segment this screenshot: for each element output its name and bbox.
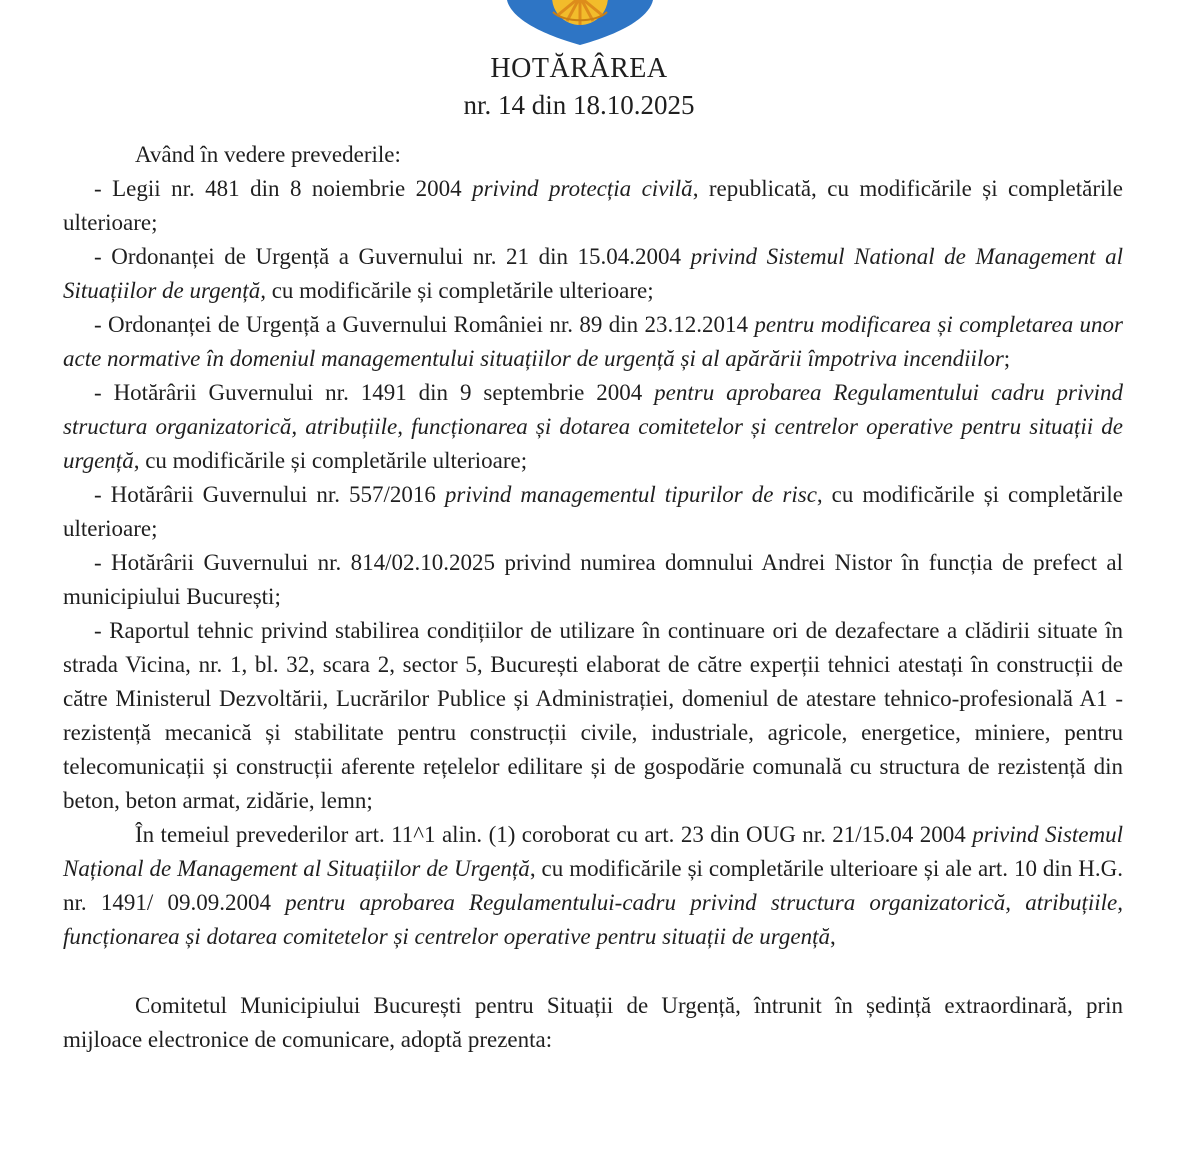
paragraph-text: - Ordonanței de Urgență a Guvernului nr. 21 din 15.04.2004: [94, 244, 691, 269]
paragraph-text-italic: pentru aprobarea Regulamentului cadru privind structura organizatorică, atribuțiile, funcționarea și dotarea comitetelor și centrelor operative pentru situații de urgență: [63, 380, 1124, 473]
paragraph-text: - Hotărârii Guvernului nr. 1491 din 9 septembrie 2004: [94, 380, 655, 405]
paragraph-text: ,: [829, 924, 836, 949]
paragraph-text: În temeiul prevederilor art. 11^1 alin. (1) coroborat cu art. 23 din OUG nr. 21/15.04 2004: [135, 822, 973, 847]
coat-of-arms-icon: [506, 0, 654, 46]
paragraph: [63, 478, 1123, 546]
paragraph-text: , cu modificările și completările ulterioare;: [63, 482, 1124, 541]
paragraph: [63, 546, 1123, 614]
document-header: [0, 50, 1158, 124]
paragraph-text: - Ordonanței de Urgență a Guvernului României nr. 89 din 23.12.2014: [94, 312, 755, 337]
paragraph: [63, 308, 1123, 376]
paragraph: [63, 172, 1123, 240]
paragraph-text: - Hotărârii Guvernului nr. 557/2016: [94, 482, 445, 507]
paragraph: [63, 376, 1123, 478]
document-body: [63, 138, 1123, 1057]
paragraph-text: - Hotărârii Guvernului nr. 814/02.10.2025 privind numirea domnului Andrei Nistor în funcția de prefect al municipiului București;: [63, 550, 1123, 609]
paragraph-text-italic: privind Sistemul National de Management al Situațiilor de urgență,: [63, 244, 1123, 303]
paragraph-text: , republicată, cu modificările și completările ulterioare;: [63, 176, 1123, 235]
paragraph: [63, 614, 1123, 818]
paragraph-text: , cu modificările și completările ulterioare și ale art. 10 din H.G. nr. 1491/ 09.09.2004: [63, 856, 1123, 915]
paragraph-text: cu modificările și completările ulterioare;: [265, 278, 654, 303]
document-number-date: nr. 14 din 18.10.2025: [463, 90, 695, 120]
paragraph: [63, 240, 1123, 308]
paragraph-text: ;: [1003, 346, 1011, 371]
paragraph-text-italic: privind protecția civilă: [472, 176, 693, 201]
document-title: HOTĂRÂREA: [490, 53, 668, 84]
paragraph-text: - Legii nr. 481 din 8 noiembrie 2004: [94, 176, 473, 201]
paragraph-text-italic: privind managementul tipurilor de risc: [444, 482, 817, 507]
paragraph-text: Având în vedere prevederile:: [135, 142, 401, 167]
paragraph-text-italic: privind Sistemul Național de Management al Situațiilor de Urgență: [63, 822, 1123, 881]
coat-of-arms-emblem: [506, 0, 654, 46]
paragraph-text-italic: pentru modificarea și completarea unor acte normative în domeniul managementului situațiilor de urgență și al apărării împotriva incendiilor: [63, 312, 1123, 371]
paragraph-text: , cu modificările și completările ulterioare;: [133, 448, 528, 473]
paragraph: [63, 989, 1123, 1057]
paragraph-text: Comitetul Municipiului București pentru Situații de Urgență, întrunit în ședință extraordinară, prin mijloace electronice de comunicare, adoptă prezenta:: [63, 993, 1123, 1052]
paragraph: [63, 138, 1123, 172]
paragraph: [63, 818, 1123, 954]
paragraph-text: - Raportul tehnic privind stabilirea condițiilor de utilizare în continuare ori de dezafectare a clădirii situate în strada Vicina, nr. 1, bl. 32, scara 2, sector 5, București elaborat de către experții tehnici atestați în construcții de către Ministerul Dezvoltării, Lucrărilor Publice și Administrației, domeniul de atestare tehnico-profesională A1 - rezistență mecanică și stabilitate pentru construcții civile, industriale, agricole, energetice, miniere, pentru telecomunicații și construcții aferente rețelelor edilitare și de gospodărie comunală cu structura de rezistență din beton, beton armat, zidărie, lemn;: [63, 618, 1123, 813]
paragraph-text-italic: pentru aprobarea Regulamentului-cadru privind structura organizatorică, atribuțiile, funcționarea și dotarea comitetelor și centrelor operative pentru situații de urgență: [63, 890, 1123, 949]
